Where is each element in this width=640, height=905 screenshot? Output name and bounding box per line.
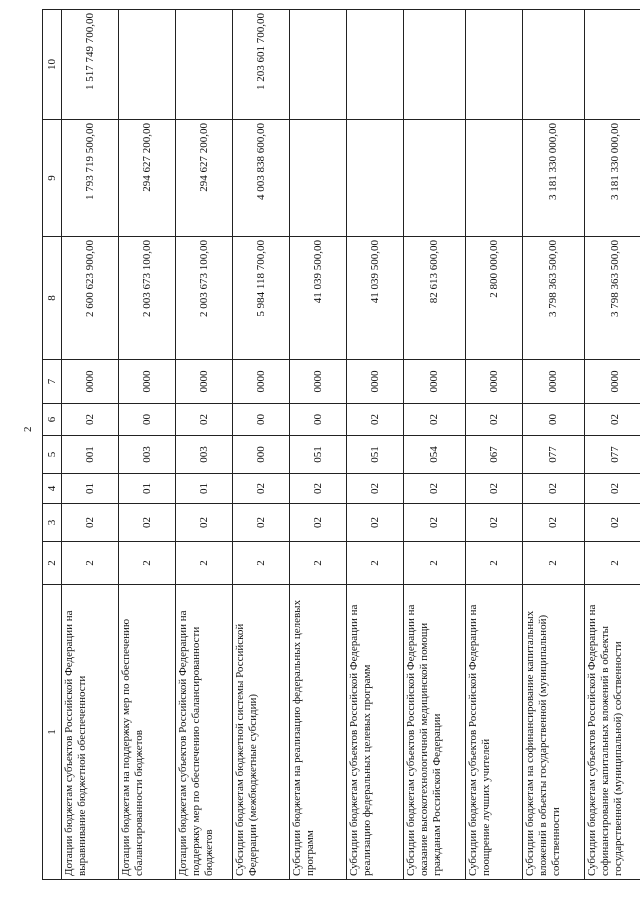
table-row bbox=[119, 10, 176, 880]
row-name: Субсидии бюджетам на реализацию федеральных целевых программ bbox=[290, 585, 347, 880]
cell: 00 bbox=[119, 404, 176, 436]
cell: 2 bbox=[585, 542, 640, 585]
amount-cell: 2 800 000,00 bbox=[466, 237, 523, 360]
amount-cell: 294 627 200,00 bbox=[176, 120, 233, 237]
cell: 02 bbox=[466, 474, 523, 504]
cell: 02 bbox=[404, 504, 466, 542]
cell: 02 bbox=[347, 504, 404, 542]
cell: 003 bbox=[176, 436, 233, 474]
cell: 02 bbox=[176, 504, 233, 542]
cell: 02 bbox=[585, 404, 640, 436]
row-name: Субсидии бюджетам на софинансирование капитальных вложений в объекты государственной (муниципальной) собственности bbox=[523, 585, 585, 880]
cell: 2 bbox=[523, 542, 585, 585]
row-name: Субсидии бюджетам бюджетной системы Российской Федерации (межбюджетные субсидии) bbox=[233, 585, 290, 880]
cell: 01 bbox=[119, 474, 176, 504]
cell: 01 bbox=[62, 474, 119, 504]
cell: 02 bbox=[523, 474, 585, 504]
cell: 02 bbox=[585, 474, 640, 504]
cell: 077 bbox=[523, 436, 585, 474]
cell: 054 bbox=[404, 436, 466, 474]
row-name: Дотации бюджетам на поддержку мер по обеспечению сбалансированности бюджетов bbox=[119, 585, 176, 880]
cell: 0000 bbox=[466, 360, 523, 404]
cell: 003 bbox=[119, 436, 176, 474]
amount-cell: 3 181 330 000,00 bbox=[585, 120, 640, 237]
row-name: Субсидии бюджетам субъектов Российской Федерации на оказание высокотехнологичной медицинской помощи гражданам Российской Федерации bbox=[404, 585, 466, 880]
table-row bbox=[523, 10, 585, 880]
amount-cell bbox=[119, 10, 176, 120]
row-name: Дотации бюджетам субъектов Российской Федерации на поддержку мер по обеспечению сбалансированности бюджетов bbox=[176, 585, 233, 880]
amount-cell bbox=[290, 120, 347, 237]
col-header: 9 bbox=[43, 120, 62, 237]
col-header: 2 bbox=[43, 542, 62, 585]
amount-cell bbox=[523, 10, 585, 120]
amount-cell: 4 003 838 600,00 bbox=[233, 120, 290, 237]
cell: 0000 bbox=[233, 360, 290, 404]
table-row bbox=[62, 10, 119, 880]
cell: 0000 bbox=[404, 360, 466, 404]
cell: 077 bbox=[585, 436, 640, 474]
col-header: 1 bbox=[43, 585, 62, 880]
cell: 01 bbox=[176, 474, 233, 504]
amount-cell: 2 003 673 100,00 bbox=[176, 237, 233, 360]
cell: 02 bbox=[347, 404, 404, 436]
amount-cell bbox=[466, 120, 523, 237]
row-name: Субсидии бюджетам субъектов Российской Федерации на софинансирование капитальных вложений в объекты государственной (муниципальной) собственности bbox=[585, 585, 640, 880]
amount-cell: 41 039 500,00 bbox=[290, 237, 347, 360]
row-name: Субсидии бюджетам субъектов Российской Федерации на реализацию федеральных целевых программ bbox=[347, 585, 404, 880]
cell: 02 bbox=[466, 404, 523, 436]
table-row bbox=[585, 10, 640, 880]
cell: 02 bbox=[176, 404, 233, 436]
cell: 2 bbox=[62, 542, 119, 585]
cell: 02 bbox=[585, 504, 640, 542]
amount-cell bbox=[404, 10, 466, 120]
amount-cell: 1 793 719 500,00 bbox=[62, 120, 119, 237]
header-row bbox=[43, 10, 62, 880]
cell: 2 bbox=[176, 542, 233, 585]
cell: 2 bbox=[233, 542, 290, 585]
table-row bbox=[404, 10, 466, 880]
amount-cell bbox=[466, 10, 523, 120]
cell: 00 bbox=[523, 404, 585, 436]
amount-cell: 5 984 118 700,00 bbox=[233, 237, 290, 360]
col-header: 6 bbox=[43, 404, 62, 436]
cell: 000 bbox=[233, 436, 290, 474]
cell: 02 bbox=[290, 474, 347, 504]
col-header: 5 bbox=[43, 436, 62, 474]
amount-cell bbox=[176, 10, 233, 120]
col-header: 3 bbox=[43, 504, 62, 542]
cell: 02 bbox=[233, 504, 290, 542]
cell: 02 bbox=[404, 474, 466, 504]
cell: 2 bbox=[347, 542, 404, 585]
cell: 001 bbox=[62, 436, 119, 474]
cell: 0000 bbox=[176, 360, 233, 404]
table-row bbox=[466, 10, 523, 880]
cell: 0000 bbox=[347, 360, 404, 404]
cell: 2 bbox=[290, 542, 347, 585]
amount-cell: 3 181 330 000,00 bbox=[523, 120, 585, 237]
amount-cell: 3 798 363 500,00 bbox=[585, 237, 640, 360]
cell: 051 bbox=[290, 436, 347, 474]
cell: 00 bbox=[290, 404, 347, 436]
cell: 051 bbox=[347, 436, 404, 474]
col-header: 10 bbox=[43, 10, 62, 120]
table-row bbox=[176, 10, 233, 880]
cell: 02 bbox=[62, 504, 119, 542]
cell: 2 bbox=[119, 542, 176, 585]
row-name: Дотации бюджетам субъектов Российской Федерации на выравнивание бюджетной обеспеченности bbox=[62, 585, 119, 880]
cell: 02 bbox=[523, 504, 585, 542]
cell: 02 bbox=[347, 474, 404, 504]
amount-cell: 2 600 623 900,00 bbox=[62, 237, 119, 360]
table-row bbox=[233, 10, 290, 880]
cell: 0000 bbox=[585, 360, 640, 404]
page-number: 2 bbox=[22, 426, 34, 432]
amount-cell bbox=[290, 10, 347, 120]
cell: 0000 bbox=[290, 360, 347, 404]
cell: 0000 bbox=[62, 360, 119, 404]
cell: 067 bbox=[466, 436, 523, 474]
amount-cell: 294 627 200,00 bbox=[119, 120, 176, 237]
amount-cell bbox=[404, 120, 466, 237]
cell: 0000 bbox=[119, 360, 176, 404]
rotated-table-container bbox=[42, 10, 629, 880]
cell: 00 bbox=[233, 404, 290, 436]
table-row bbox=[347, 10, 404, 880]
row-name: Субсидии бюджетам субъектов Российской Федерации на поощрение лучших учителей bbox=[466, 585, 523, 880]
col-header: 4 bbox=[43, 474, 62, 504]
cell: 2 bbox=[404, 542, 466, 585]
cell: 02 bbox=[119, 504, 176, 542]
col-header: 7 bbox=[43, 360, 62, 404]
cell: 02 bbox=[233, 474, 290, 504]
amount-cell bbox=[585, 10, 640, 120]
amount-cell: 1 203 601 700,00 bbox=[233, 10, 290, 120]
amount-cell bbox=[347, 10, 404, 120]
amount-cell: 3 798 363 500,00 bbox=[523, 237, 585, 360]
amount-cell bbox=[347, 120, 404, 237]
amount-cell: 2 003 673 100,00 bbox=[119, 237, 176, 360]
cell: 02 bbox=[404, 404, 466, 436]
col-header: 8 bbox=[43, 237, 62, 360]
cell: 0000 bbox=[523, 360, 585, 404]
amount-cell: 82 613 600,00 bbox=[404, 237, 466, 360]
cell: 02 bbox=[62, 404, 119, 436]
budget-table bbox=[42, 9, 640, 880]
amount-cell: 41 039 500,00 bbox=[347, 237, 404, 360]
cell: 02 bbox=[290, 504, 347, 542]
cell: 2 bbox=[466, 542, 523, 585]
cell: 02 bbox=[466, 504, 523, 542]
table-row bbox=[290, 10, 347, 880]
amount-cell: 1 517 749 700,00 bbox=[62, 10, 119, 120]
